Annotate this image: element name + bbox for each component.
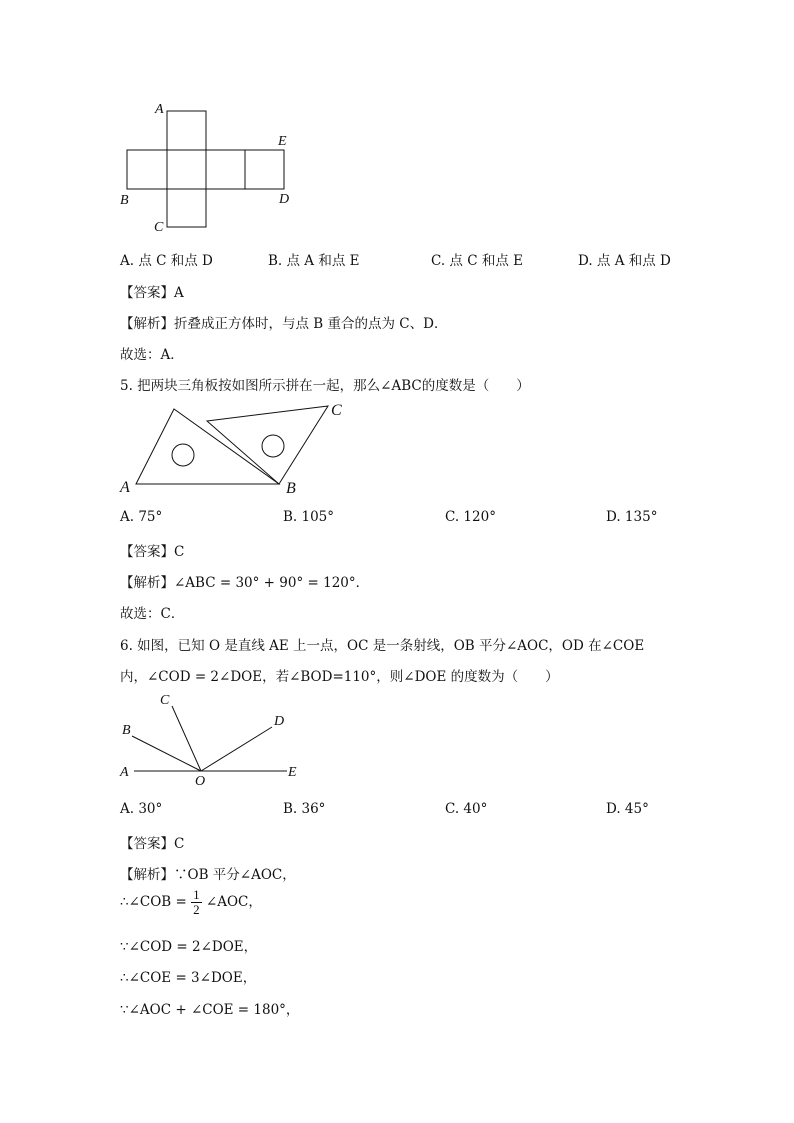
cube-net-figure xyxy=(112,98,302,234)
q4-answer: 【答案】A xyxy=(120,285,184,301)
q5-conclusion: 故选：C． xyxy=(120,606,185,622)
q6-analysis-line1: 【解析】∵OB 平分∠AOC， xyxy=(120,867,296,883)
q6-step4: ∴∠COE = 3∠DOE， xyxy=(120,970,257,986)
net-square-left xyxy=(127,150,167,189)
net-square-right2 xyxy=(245,150,284,189)
tri-label-c: C xyxy=(331,402,342,419)
q6-option-c[interactable]: C. 40° xyxy=(445,801,488,817)
net-label-a: A xyxy=(155,102,164,117)
q6-stem-line1: 6. 如图，已知 O 是直线 AE 上一点，OC 是一条射线，OB 平分∠AOC，OD 在∠COE xyxy=(120,638,645,654)
one-half-fraction xyxy=(191,888,202,917)
q6-step2 xyxy=(120,888,262,917)
q5-option-a[interactable]: A. 75° xyxy=(120,509,163,525)
q5-option-d[interactable]: D. 135° xyxy=(606,509,658,525)
q4-conclusion: 故选：A． xyxy=(120,347,184,363)
q6-stem-line2: 内，∠COD = 2∠DOE，若∠BOD=110°，则∠DOE 的度数为（ ） xyxy=(120,669,559,685)
q6-option-a[interactable]: A. 30° xyxy=(120,801,163,817)
q5-option-c[interactable]: C. 120° xyxy=(445,509,496,525)
net-square-center xyxy=(167,150,206,189)
q6-answer: 【答案】C xyxy=(120,836,185,852)
board-hole-right xyxy=(262,435,284,457)
ray-label-b: B xyxy=(122,723,131,738)
q4-option-b[interactable]: B. 点 A 和点 E xyxy=(268,253,360,269)
fraction-numerator: 1 xyxy=(193,887,200,902)
ray-label-o: O xyxy=(195,774,206,789)
ray-oc xyxy=(172,706,201,771)
tri-label-b: B xyxy=(286,480,296,497)
q5-option-b[interactable]: B. 105° xyxy=(283,509,335,525)
net-label-d: D xyxy=(279,192,290,207)
net-square-top xyxy=(167,111,206,150)
q5-analysis: 【解析】∠ABC = 30° + 90° = 120°． xyxy=(120,575,370,591)
q4-analysis: 【解析】折叠成正方体时，与点 B 重合的点为 C、D． xyxy=(120,316,448,332)
fraction-denominator: 2 xyxy=(193,902,200,917)
net-label-b: B xyxy=(120,193,129,208)
board-hole-left xyxy=(172,444,194,466)
net-label-e: E xyxy=(278,134,287,149)
ray-label-d: D xyxy=(274,714,285,729)
net-square-bottom xyxy=(167,189,206,227)
q6-step3: ∵∠COD = 2∠DOE， xyxy=(120,939,258,955)
q5-stem: 5. 把两块三角板按如图所示拼在一起，那么∠ABC的度数是（ ） xyxy=(120,378,530,394)
triangle-board-left xyxy=(136,409,279,484)
q6-step2-prefix: ∴∠COB = xyxy=(120,894,187,910)
ray-label-e: E xyxy=(288,765,297,780)
q5-answer: 【答案】C xyxy=(120,544,185,560)
rays-figure xyxy=(112,688,312,790)
tri-label-a: A xyxy=(120,479,130,496)
net-square-right1 xyxy=(206,150,245,189)
ray-label-c: C xyxy=(160,693,170,708)
q6-option-d[interactable]: D. 45° xyxy=(606,801,649,817)
ray-od xyxy=(201,727,272,771)
q6-step2-suffix: ∠AOC， xyxy=(205,894,262,910)
q4-option-c[interactable]: C. 点 C 和点 E xyxy=(431,253,523,269)
q6-option-b[interactable]: B. 36° xyxy=(283,801,326,817)
ray-ob xyxy=(132,736,201,771)
q4-option-a[interactable]: A. 点 C 和点 D xyxy=(120,253,213,269)
q4-option-d[interactable]: D. 点 A 和点 D xyxy=(578,253,671,269)
q6-step5: ∵∠AOC + ∠COE = 180°， xyxy=(120,1002,300,1018)
ray-label-a: A xyxy=(120,765,129,780)
triangle-boards-figure xyxy=(112,398,352,498)
net-label-c: C xyxy=(154,220,164,234)
